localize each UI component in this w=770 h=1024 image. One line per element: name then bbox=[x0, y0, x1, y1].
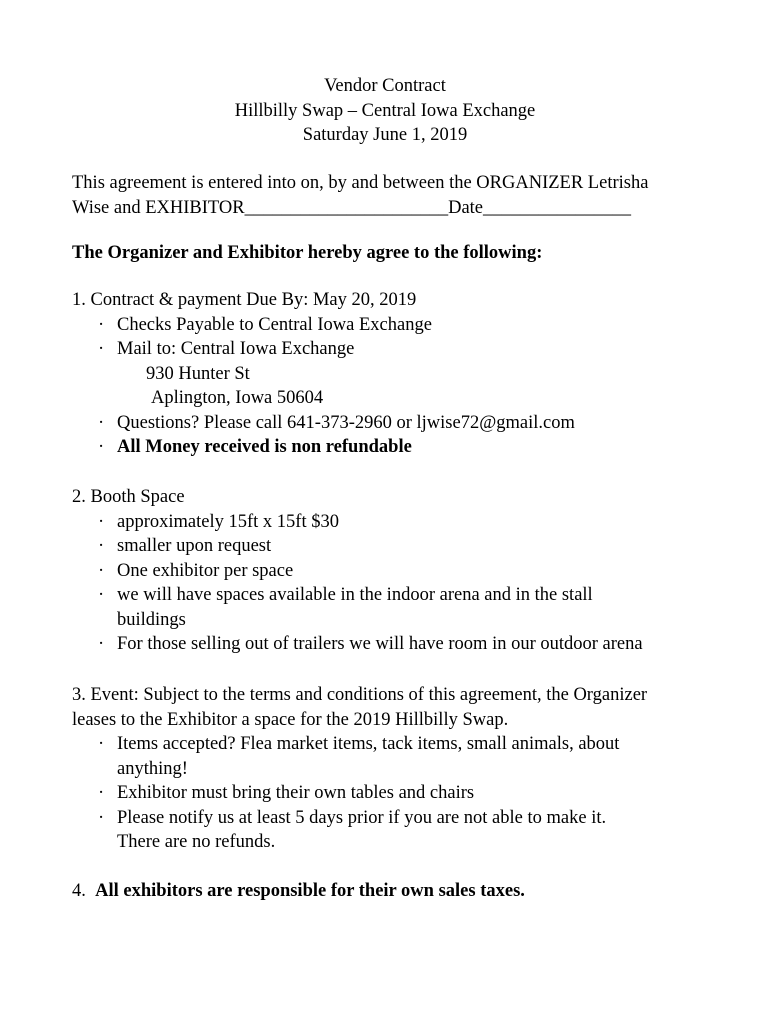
items-accepted-cont: anything! bbox=[117, 758, 188, 779]
bullet-icon: · bbox=[98, 536, 105, 556]
bullet-icon: · bbox=[98, 734, 105, 754]
document-subtitle: Hillbilly Swap – Central Iowa Exchange bbox=[234, 100, 536, 121]
mail-text: Mail to: Central Iowa Exchange bbox=[117, 339, 355, 359]
bullet-icon: · bbox=[98, 634, 105, 654]
section-1 bbox=[72, 288, 712, 460]
section-3-line-1: 3. Event: Subject to the terms and conditions of this agreement, the Organizer bbox=[72, 685, 648, 705]
section-3 bbox=[72, 683, 712, 855]
bullet-icon: · bbox=[98, 437, 105, 457]
list-item-continuation bbox=[117, 830, 712, 855]
agreement-heading: The Organizer and Exhibitor hereby agree to the following: bbox=[72, 243, 543, 263]
no-refunds: There are no refunds. bbox=[117, 832, 276, 852]
list-item-continuation bbox=[117, 757, 712, 782]
section-3-line-2: leases to the Exhibitor a space for the 2019 Hillbilly Swap. bbox=[72, 709, 509, 730]
document-date: Saturday June 1, 2019 bbox=[302, 125, 468, 145]
booth-one-exhibitor: One exhibitor per space bbox=[117, 560, 294, 581]
checks-text: Checks Payable to Central Iowa Exchange bbox=[117, 314, 432, 335]
address-street: 930 Hunter St bbox=[146, 363, 250, 384]
bullet-icon: · bbox=[98, 585, 105, 605]
bullet-icon: · bbox=[98, 783, 105, 803]
bullet-icon: · bbox=[98, 807, 105, 828]
booth-indoor-cont: buildings bbox=[117, 609, 186, 630]
section-3-list bbox=[72, 732, 712, 855]
booth-smaller: smaller upon request bbox=[117, 536, 272, 556]
questions-text: Questions? Please call 641-373-2960 or ljwise72@gmail.com bbox=[117, 412, 575, 433]
items-accepted: Items accepted? Flea market items, tack items, small animals, about bbox=[117, 734, 620, 754]
section-1-title: 1. Contract & payment Due By: May 20, 2019 bbox=[72, 290, 417, 310]
section-4 bbox=[72, 879, 712, 904]
section-2-title: 2. Booth Space bbox=[72, 487, 185, 507]
address-city: Aplington, Iowa 50604 bbox=[151, 388, 324, 408]
booth-size: approximately 15ft x 15ft $30 bbox=[117, 511, 339, 532]
booth-outdoor: For those selling out of trailers we will have room in our outdoor arena bbox=[117, 634, 643, 654]
agreement-intro bbox=[72, 171, 712, 220]
document-title: Vendor Contract bbox=[324, 76, 446, 96]
list-item-continuation bbox=[117, 608, 712, 633]
list-item bbox=[98, 781, 712, 806]
address-line bbox=[117, 386, 712, 411]
section-2-list bbox=[72, 510, 712, 657]
section-2 bbox=[72, 485, 712, 657]
list-item bbox=[98, 510, 712, 535]
bullet-icon: · bbox=[98, 314, 105, 335]
list-item bbox=[98, 534, 712, 559]
bullet-icon: · bbox=[98, 339, 105, 359]
list-item bbox=[98, 732, 712, 757]
section-4-text: All exhibitors are responsible for their own sales taxes. bbox=[95, 881, 525, 901]
refund-policy: All Money received is non refundable bbox=[117, 437, 412, 457]
list-item bbox=[98, 583, 712, 608]
list-item bbox=[98, 337, 712, 362]
intro-line-1: This agreement is entered into on, by and between the ORGANIZER Letrisha bbox=[72, 173, 649, 193]
booth-indoor: we will have spaces available in the indoor arena and in the stall bbox=[117, 585, 593, 605]
list-item bbox=[98, 806, 712, 831]
tables-chairs: Exhibitor must bring their own tables and chairs bbox=[117, 783, 475, 803]
address-line bbox=[117, 362, 712, 387]
bullet-icon: · bbox=[98, 412, 105, 433]
intro-line-2: Wise and EXHIBITOR______________________Date________________ bbox=[72, 197, 632, 218]
list-item bbox=[98, 411, 712, 436]
section-1-list bbox=[72, 313, 712, 460]
notify-notice: Please notify us at least 5 days prior if you are not able to make it. bbox=[117, 807, 607, 828]
document-header bbox=[0, 74, 770, 148]
list-item bbox=[98, 435, 712, 460]
section-4-number: 4. bbox=[72, 881, 86, 901]
bullet-icon: · bbox=[98, 511, 105, 532]
list-item bbox=[98, 313, 712, 338]
list-item bbox=[98, 559, 712, 584]
bullet-icon: · bbox=[98, 560, 105, 581]
list-item bbox=[98, 632, 712, 657]
